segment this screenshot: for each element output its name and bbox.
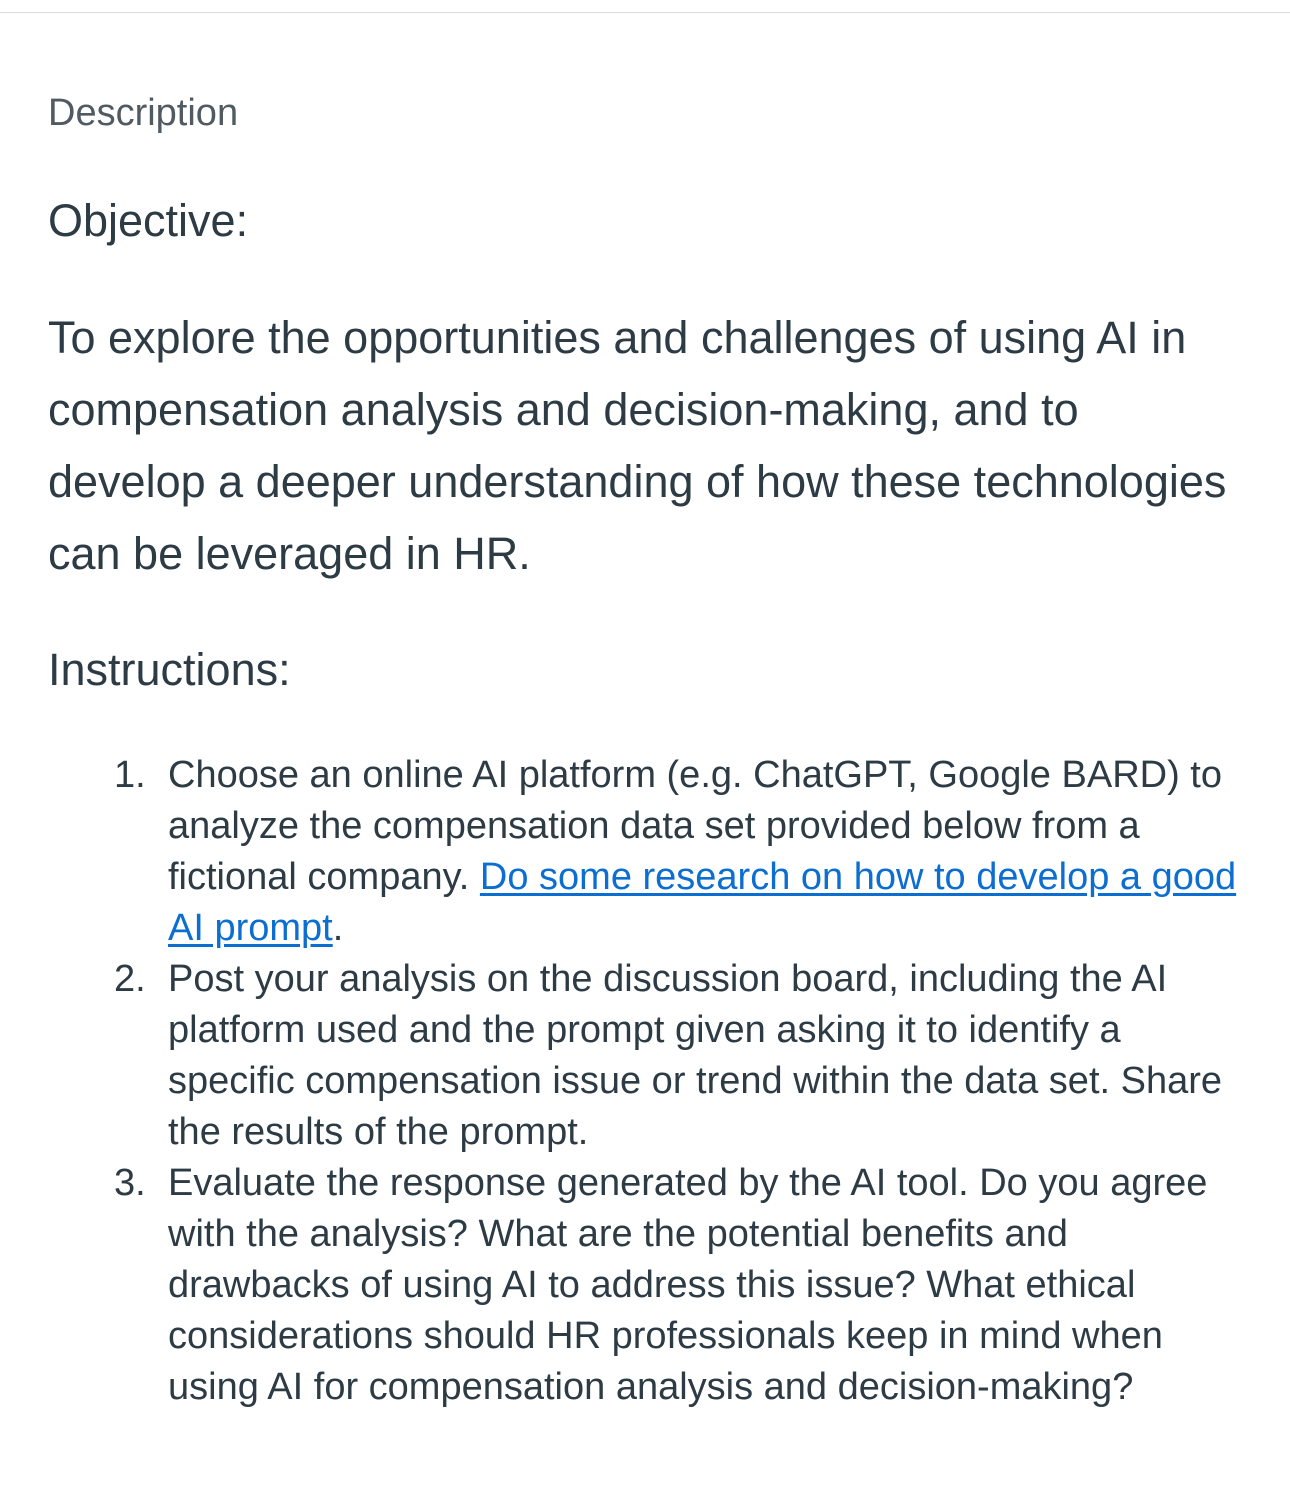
- step-number: 3.: [114, 1162, 146, 1204]
- top-divider: [0, 12, 1290, 13]
- step-text: Post your analysis on the discussion board, including the AI platform used and the prompt given asking it to identify a specific compensation issue or trend within the data set. Share the results of the prompt.: [168, 958, 1223, 1153]
- objective-text: To explore the opportunities and challenges of using AI in compensation analysis and decision-making, and to develop a deeper understanding of how these technologies can be leveraged in HR.: [48, 312, 1227, 579]
- instruction-step-3: [114, 1158, 1248, 1413]
- ai-prompt-research-link[interactable]: Do some research on how to develop a good AI prompt: [168, 856, 1237, 949]
- step-number: 1.: [114, 754, 146, 796]
- objective-heading: Objective:: [48, 195, 249, 246]
- step-text-end: .: [332, 907, 344, 949]
- instructions-list: [114, 750, 1248, 1413]
- step-text: Evaluate the response generated by the AI tool. Do you agree with the analysis? What are the potential benefits and drawbacks of using AI to address this issue? What ethical considerations should HR professionals keep in mind when using AI for compensation analysis and decision-making?: [168, 1162, 1208, 1408]
- instruction-step-1: [114, 750, 1248, 954]
- section-label: Description: [48, 92, 239, 134]
- instruction-step-2: [114, 954, 1248, 1158]
- step-text: Choose an online AI platform (e.g. ChatGPT, Google BARD) to analyze the compensation data set provided below from a fictional company.: [168, 754, 1222, 898]
- step-number: 2.: [114, 958, 146, 1000]
- instructions-heading: Instructions:: [48, 644, 291, 695]
